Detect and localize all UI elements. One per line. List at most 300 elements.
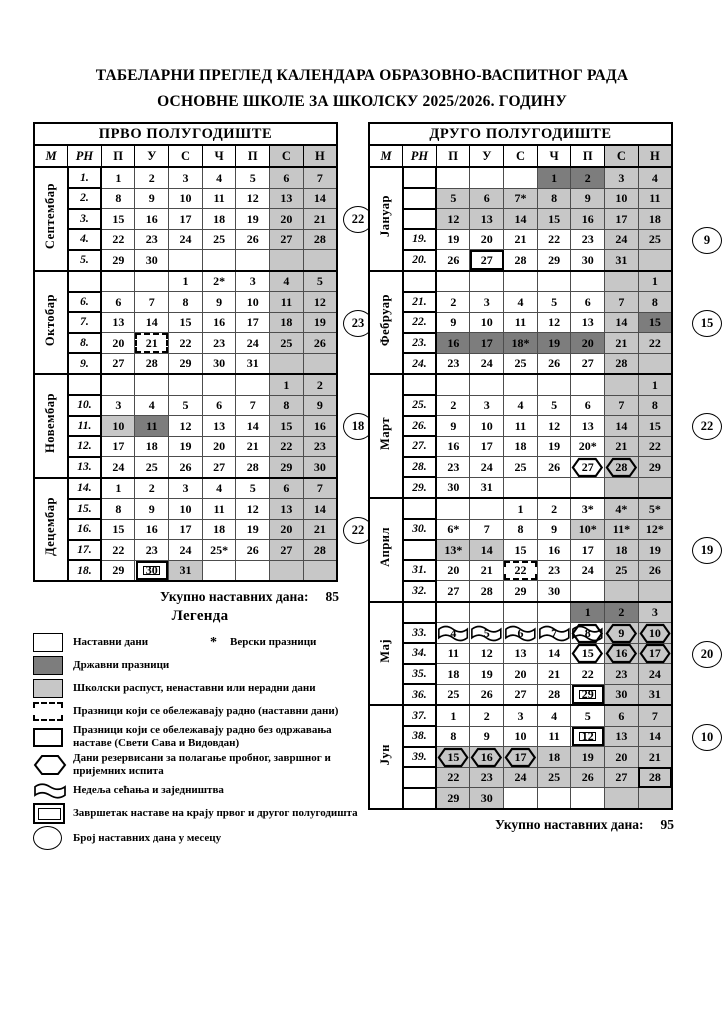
day-number: 9 — [216, 294, 223, 309]
day-cell — [504, 540, 538, 561]
day-cell-content — [639, 230, 671, 250]
week-number: 8. — [68, 333, 102, 354]
day-number: 24 — [615, 232, 628, 247]
week-row — [369, 477, 672, 498]
day-number: 27 — [514, 687, 527, 702]
week-row — [369, 374, 672, 395]
day-cell — [202, 292, 236, 313]
day-cell — [571, 250, 605, 271]
day-cell-content — [236, 292, 269, 312]
day-cell — [470, 477, 504, 498]
day-number: 17 — [179, 522, 192, 537]
day-cell — [605, 312, 639, 333]
day-number: 28 — [514, 252, 527, 267]
month-label — [369, 167, 403, 271]
day-number: 19 — [480, 666, 493, 681]
empty-day-cell — [169, 374, 203, 395]
day-cell — [504, 705, 538, 726]
empty-day-cell — [470, 498, 504, 519]
day-cell-content — [236, 375, 269, 395]
day-cell — [504, 312, 538, 333]
day-cell-content — [304, 250, 336, 270]
day-cell — [135, 292, 169, 313]
empty-day-cell — [470, 602, 504, 623]
day-cell — [470, 560, 504, 581]
day-number: 29 — [179, 356, 192, 371]
day-cell-content — [437, 354, 469, 374]
day-number: 12 — [548, 315, 561, 330]
empty-day-cell — [202, 374, 236, 395]
day-number: 29 — [112, 252, 125, 267]
circle-symbol — [33, 826, 62, 850]
day-cell-content — [605, 603, 638, 623]
day-cell — [638, 602, 672, 623]
empty-day-cell — [270, 250, 304, 271]
day-cell — [101, 499, 135, 520]
day-number: 16 — [615, 646, 628, 661]
week-number — [403, 767, 437, 788]
day-cell — [270, 374, 304, 395]
day-cell — [605, 188, 639, 209]
day-cell-content — [135, 292, 168, 312]
day-cell — [638, 560, 672, 581]
day-number: 30 — [581, 252, 594, 267]
day-number: 12 — [548, 418, 561, 433]
day-cell — [169, 395, 203, 416]
week-number: 31. — [403, 560, 437, 581]
day-cell-content — [504, 333, 537, 353]
day-cell — [605, 353, 639, 374]
day-cell-content — [639, 706, 671, 726]
day-cell — [504, 209, 538, 230]
day-number: 19 — [313, 315, 326, 330]
day-cell — [303, 209, 337, 230]
day-cell — [135, 353, 169, 374]
day-number: 6 — [283, 481, 290, 496]
week-number: 23. — [403, 333, 437, 354]
legend-label: Празници који се обележавају радно (наставни дани) — [73, 705, 339, 717]
day-cell-content — [605, 644, 638, 664]
day-cell-content — [538, 375, 571, 395]
day-number: 4 — [216, 481, 223, 496]
day-cell-content — [304, 292, 336, 312]
day-cell-content — [437, 437, 469, 457]
week-row — [369, 395, 672, 416]
day-cell-content — [538, 664, 571, 684]
day-cell-content — [270, 272, 303, 292]
day-cell — [236, 457, 270, 478]
day-number: 15 — [179, 315, 192, 330]
day-cell-content — [270, 313, 303, 333]
day-number: 7 — [483, 522, 490, 537]
week-row — [34, 416, 337, 437]
day-number: 12 — [581, 729, 594, 744]
day-cell — [303, 519, 337, 540]
column-header: Ч — [202, 145, 236, 167]
day-cell — [101, 209, 135, 230]
day-number: 28 — [615, 356, 628, 371]
day-cell-content — [538, 685, 571, 705]
day-number: 1 — [115, 481, 122, 496]
day-cell-content — [102, 437, 134, 457]
day-cell-content — [605, 478, 638, 498]
day-number: 29 — [581, 687, 594, 702]
day-number: 14 — [514, 211, 527, 226]
day-number: 29 — [112, 563, 125, 578]
day-number: 3 — [249, 274, 256, 289]
week-number: 17. — [68, 540, 102, 561]
day-number: 15 — [548, 211, 561, 226]
day-number: 21 — [246, 439, 259, 454]
day-cell-content — [470, 623, 503, 643]
day-cell-content — [437, 168, 469, 188]
day-number: 11 — [514, 418, 527, 433]
day-number: 21 — [313, 522, 326, 537]
day-cell-content — [437, 333, 469, 353]
day-number: 20 — [615, 749, 628, 764]
day-cell-content — [470, 437, 503, 457]
day-cell — [101, 519, 135, 540]
day-cell-content — [571, 727, 604, 747]
day-number: 21 — [480, 563, 493, 578]
day-cell — [135, 519, 169, 540]
day-cell-content — [639, 727, 671, 747]
day-number: 25 — [548, 770, 561, 785]
day-number: 30 — [145, 252, 158, 267]
day-cell-content — [304, 375, 336, 395]
day-cell-content — [504, 375, 537, 395]
day-cell-content — [504, 768, 537, 788]
week-number — [68, 374, 102, 395]
day-number: 26 — [246, 232, 259, 247]
day-cell-content — [437, 292, 469, 312]
day-number: 9 — [450, 418, 457, 433]
day-cell — [236, 436, 270, 457]
week-row — [369, 457, 672, 478]
day-cell-content — [270, 499, 303, 519]
week-row — [369, 540, 672, 561]
legend-title: Легенда — [171, 608, 229, 624]
day-number: 25 — [447, 687, 460, 702]
day-cell-content — [538, 581, 571, 601]
day-cell — [236, 478, 270, 499]
day-number: 4 — [517, 294, 524, 309]
day-cell-content — [169, 333, 202, 353]
day-number: 23 — [447, 356, 460, 371]
day-cell — [504, 416, 538, 437]
week-number: 5. — [68, 250, 102, 271]
day-number: 6* — [447, 522, 460, 537]
empty-day-cell — [638, 353, 672, 374]
week-row — [34, 271, 337, 292]
day-cell — [504, 581, 538, 602]
day-number: 28 — [648, 770, 661, 785]
day-cell — [537, 767, 571, 788]
day-cell-content — [169, 416, 202, 436]
day-cell-content — [605, 788, 638, 808]
day-cell-content — [437, 478, 469, 498]
day-cell-content — [605, 375, 638, 395]
day-number: 23 — [145, 542, 158, 557]
empty-day-cell — [638, 581, 672, 602]
day-cell-content — [639, 499, 671, 519]
day-cell — [169, 519, 203, 540]
day-cell-content — [639, 747, 671, 767]
day-number: 14 — [145, 315, 158, 330]
day-number: 18 — [615, 542, 628, 557]
day-number: 11 — [213, 191, 225, 206]
legend — [33, 608, 367, 852]
day-number: 24 — [514, 770, 527, 785]
day-number: 25 — [280, 335, 293, 350]
month-block — [34, 478, 337, 582]
day-cell-content — [571, 581, 604, 601]
day-cell — [605, 643, 639, 664]
day-cell-content — [203, 313, 236, 333]
week-number: 32. — [403, 581, 437, 602]
day-cell — [470, 353, 504, 374]
day-cell-content — [304, 520, 336, 540]
day-cell-content — [639, 354, 671, 374]
day-cell — [537, 643, 571, 664]
column-header: М — [34, 145, 68, 167]
day-number: 5* — [648, 501, 661, 516]
day-cell — [270, 312, 304, 333]
day-number: 9 — [450, 315, 457, 330]
day-cell-content — [236, 479, 269, 499]
day-number: 4 — [651, 170, 658, 185]
day-cell — [303, 436, 337, 457]
day-cell-content — [236, 168, 269, 188]
day-cell-content — [470, 168, 503, 188]
day-cell-content — [504, 603, 537, 623]
day-number: 13 — [280, 501, 293, 516]
day-number: 13 — [213, 418, 226, 433]
day-number: 21 — [615, 335, 628, 350]
day-cell-content — [470, 788, 503, 808]
day-cell-content — [135, 230, 168, 250]
day-cell-content — [169, 230, 202, 250]
page-title-line1: ТАБЕЛАРНИ ПРЕГЛЕД КАЛЕНДАРА ОБРАЗОВНО-ВАСПИТНОГ РАДА — [95, 67, 629, 84]
day-number: 19 — [246, 522, 259, 537]
day-cell — [101, 229, 135, 250]
day-number: 17 — [246, 315, 259, 330]
day-number: 31 — [179, 563, 192, 578]
day-cell-content — [304, 209, 336, 229]
week-number: 22. — [403, 312, 437, 333]
day-cell — [504, 519, 538, 540]
day-cell-content — [437, 520, 469, 540]
day-cell-content — [639, 292, 671, 312]
week-number: 6. — [68, 292, 102, 313]
week-row — [34, 167, 337, 188]
column-header: Н — [638, 145, 672, 167]
day-cell-content — [169, 292, 202, 312]
day-number: 1 — [651, 274, 658, 289]
day-number: 15 — [447, 749, 460, 764]
day-number: 2 — [316, 377, 323, 392]
day-number: 28 — [313, 232, 326, 247]
teaching-days-count-circle: 10 — [692, 724, 722, 751]
day-number: 21 — [648, 749, 661, 764]
total-teaching-days — [33, 589, 339, 605]
day-cell-content — [437, 272, 469, 292]
day-cell — [135, 229, 169, 250]
day-number: 3* — [581, 501, 594, 516]
day-number: 6 — [618, 708, 625, 723]
day-cell-content — [605, 292, 638, 312]
day-number: 11 — [649, 191, 661, 206]
day-cell — [605, 209, 639, 230]
day-cell — [504, 292, 538, 313]
day-cell — [169, 209, 203, 230]
legend-item — [33, 655, 367, 676]
day-cell — [537, 312, 571, 333]
legend-label: Празници који се обележавају радно без одржавања наставе (Свети Сава и Видовдан) — [73, 724, 332, 749]
day-cell — [436, 581, 470, 602]
empty-day-cell — [537, 602, 571, 623]
day-cell — [101, 436, 135, 457]
day-number: 21 — [548, 666, 561, 681]
day-cell — [537, 747, 571, 768]
week-row — [369, 767, 672, 788]
day-cell-content — [102, 168, 134, 188]
day-number: 18* — [511, 335, 530, 350]
day-cell-content — [135, 479, 168, 499]
month-label — [34, 478, 68, 582]
week-row — [34, 457, 337, 478]
day-cell — [169, 229, 203, 250]
day-cell-content — [135, 250, 168, 270]
day-cell — [470, 250, 504, 271]
day-cell-content — [203, 540, 236, 560]
day-cell-content — [639, 788, 671, 808]
week-row — [34, 250, 337, 271]
day-cell-content — [102, 479, 134, 499]
day-number: 19 — [581, 749, 594, 764]
day-cell-content — [102, 396, 134, 416]
week-row — [369, 623, 672, 644]
day-cell-content — [571, 540, 604, 560]
week-row — [34, 540, 337, 561]
day-cell — [135, 457, 169, 478]
day-number: 4 — [148, 398, 155, 413]
day-cell-content — [605, 561, 638, 581]
day-cell — [470, 623, 504, 644]
day-number: 26 — [480, 687, 493, 702]
day-cell-content — [571, 706, 604, 726]
day-cell — [571, 643, 605, 664]
day-cell-content — [304, 354, 336, 374]
day-cell-content — [135, 499, 168, 519]
column-header: У — [470, 145, 504, 167]
day-cell-content — [571, 292, 604, 312]
total-label: Укупно наставних дана: — [160, 589, 309, 604]
day-cell — [303, 292, 337, 313]
day-number: 31 — [246, 356, 259, 371]
day-number: 6 — [584, 294, 591, 309]
week-number — [403, 788, 437, 809]
day-cell — [638, 374, 672, 395]
day-number: 17 — [480, 439, 493, 454]
day-cell — [537, 416, 571, 437]
day-cell — [135, 416, 169, 437]
month-name: Мај — [378, 638, 393, 663]
day-number: 8 — [115, 191, 122, 206]
legend-symbol-wrap — [33, 728, 73, 747]
week-number: 11. — [68, 416, 102, 437]
month-label — [34, 271, 68, 375]
wave-symbol — [33, 781, 67, 801]
day-cell-content — [304, 189, 336, 209]
day-cell-content — [639, 768, 671, 788]
month-name: Март — [378, 417, 393, 450]
day-number: 10* — [578, 522, 597, 537]
day-number: 22 — [280, 439, 293, 454]
day-cell-content — [605, 706, 638, 726]
day-cell-content — [270, 375, 303, 395]
day-number: 4* — [615, 501, 628, 516]
day-cell-content — [504, 230, 537, 250]
day-cell — [470, 188, 504, 209]
legend-symbol-wrap — [33, 702, 73, 721]
day-cell — [236, 540, 270, 561]
day-cell-content — [236, 209, 269, 229]
day-number: 7* — [514, 191, 527, 206]
day-cell-content — [236, 333, 269, 353]
day-cell-content — [135, 313, 168, 333]
day-cell-content — [236, 499, 269, 519]
day-number: 20* — [578, 439, 597, 454]
empty-day-cell — [504, 374, 538, 395]
day-cell — [537, 519, 571, 540]
day-cell-content — [504, 313, 537, 333]
day-cell-content — [571, 623, 604, 643]
empty-day-cell — [504, 167, 538, 188]
day-cell-content — [203, 520, 236, 540]
day-cell-content — [470, 478, 503, 498]
day-cell-content — [203, 561, 236, 581]
legend-symbol-wrap — [33, 656, 73, 675]
day-cell — [638, 271, 672, 292]
day-number: 8 — [584, 625, 591, 640]
column-header: С — [605, 145, 639, 167]
semester-title: ДРУГО ПОЛУГОДИШТЕ — [369, 123, 672, 145]
column-header: П — [236, 145, 270, 167]
week-row — [34, 353, 337, 374]
day-cell-content — [102, 416, 134, 436]
day-number: 23 — [615, 666, 628, 681]
empty-day-cell — [504, 477, 538, 498]
day-number: 5 — [551, 294, 558, 309]
day-number: 19 — [548, 439, 561, 454]
day-number: 19 — [179, 439, 192, 454]
day-cell-content — [470, 354, 503, 374]
day-cell-content — [605, 437, 638, 457]
day-cell — [436, 519, 470, 540]
double-box-symbol — [33, 803, 65, 824]
day-cell — [638, 229, 672, 250]
day-number: 21 — [145, 335, 158, 350]
day-cell-content — [571, 313, 604, 333]
day-cell — [101, 167, 135, 188]
day-cell-content — [135, 209, 168, 229]
week-number: 4. — [68, 229, 102, 250]
day-cell-content — [504, 209, 537, 229]
week-number: 14. — [68, 478, 102, 499]
week-row — [369, 498, 672, 519]
day-number: 15 — [648, 315, 661, 330]
